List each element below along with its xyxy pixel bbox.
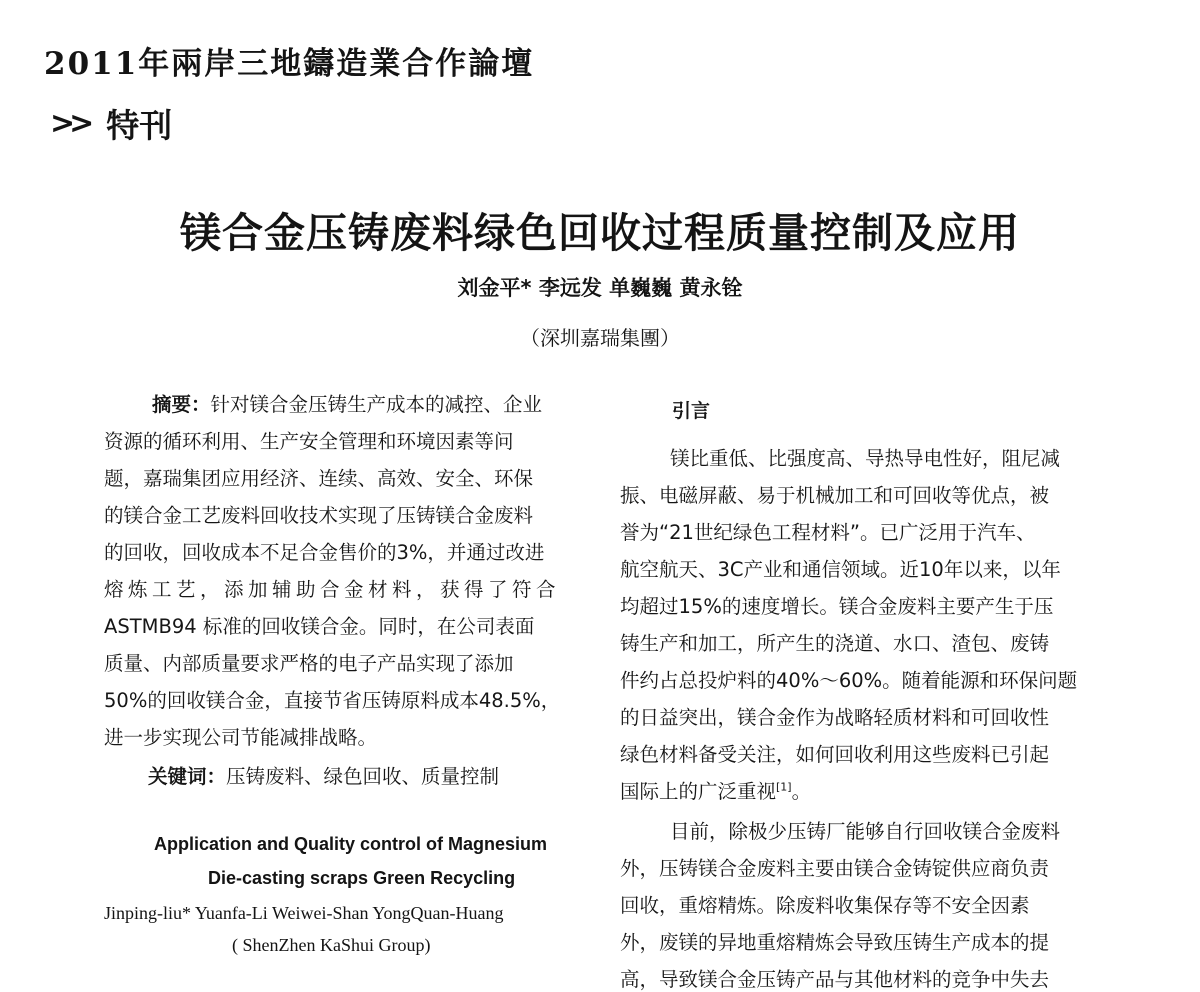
intro-line: 航空航天、3C产业和通信领域。近10年以来，以年 xyxy=(620,558,1061,581)
abstract-line: 题，嘉瑞集团应用经济、连续、高效、安全、环保 xyxy=(104,467,534,490)
keywords xyxy=(148,761,499,789)
intro-line: 铸生产和加工，所产生的浇道、水口、渣包、废铸 xyxy=(620,632,1050,655)
section-title: 特刊 xyxy=(106,106,173,145)
keywords-label: 关键词： xyxy=(148,765,227,788)
intro-line: 绿色材料备受关注，如何回收利用这些废料已引起 xyxy=(620,743,1050,766)
intro-line: 回收，重熔精炼。除废料收集保存等不安全因素 xyxy=(620,894,1030,917)
intro-line: 的日益突出，镁合金作为战略轻质材料和可回收性 xyxy=(620,706,1050,729)
abstract-line: 质量、内部质量要求严格的电子产品实现了添加 xyxy=(104,652,514,675)
abstract-line: 进一步实现公司节能减排战略。 xyxy=(104,726,378,749)
intro-line: 誉为“21世纪绿色工程材料”。已广泛用于汽车、 xyxy=(620,521,1036,544)
english-affiliation: ( ShenZhen KaShui Group) xyxy=(232,935,431,955)
intro-line: 均超过15%的速度增长。镁合金废料主要产生于压 xyxy=(620,595,1054,618)
section-heading-intro: 引言 xyxy=(672,400,711,422)
intro-line: 外，废镁的异地重熔精炼会导致压铸生产成本的提 xyxy=(620,931,1050,954)
abstract-first-line xyxy=(152,389,542,417)
section-label xyxy=(50,100,172,147)
article-title: 镁合金压铸废料绿色回收过程质量控制及应用 xyxy=(180,209,1020,257)
abstract-line: 50%的回收镁合金，直接节省压铸原料成本48.5%， xyxy=(104,689,561,712)
abstract-line: 的镁合金工艺废料回收技术实现了压铸镁合金废料 xyxy=(104,504,534,527)
intro-line-last xyxy=(620,776,811,804)
abstract-line: 资源的循环利用、生产安全管理和环境因素等问 xyxy=(104,430,514,453)
english-authors: Jinping-liu* Yuanfa-Li Weiwei-Shan YongQuan-Huang xyxy=(104,903,504,923)
intro-line: 振、电磁屏蔽、易于机械加工和可回收等优点，被 xyxy=(620,484,1050,507)
article-authors: 刘金平* 李远发 单巍巍 黄永铨 xyxy=(457,276,743,300)
keywords-text: 压铸废料、绿色回收、质量控制 xyxy=(226,765,500,788)
english-title-line-1: Application and Quality control of Magnesium xyxy=(154,834,548,854)
intro-line: 件约占总投炉料的40%～60%。随着能源和环保问题 xyxy=(620,669,1078,692)
citation-ref: [1] xyxy=(776,780,792,794)
intro-last-end: 。 xyxy=(791,780,812,803)
abstract-line-1: 针对镁合金压铸生产成本的减控、企业 xyxy=(210,393,543,416)
english-title-line-2: Die-casting scraps Green Recycling xyxy=(208,868,516,888)
intro-line: 目前，除极少压铸厂能够自行回收镁合金废料 xyxy=(670,820,1061,843)
intro-line: 镁比重低、比强度高、导热导电性好，阻尼减 xyxy=(670,447,1061,470)
article-affiliation: （深圳嘉瑞集團） xyxy=(520,326,680,350)
abstract-line: ASTMB94 标准的回收镁合金。同时，在公司表面 xyxy=(104,615,535,638)
intro-last-text: 国际上的广泛重视 xyxy=(620,780,777,803)
abstract-line: 熔炼工艺，添加辅助合金材料，获得了符合 xyxy=(104,578,561,601)
double-chevron-icon: >> xyxy=(50,106,89,141)
intro-line: 高，导致镁合金压铸产品与其他材料的竞争中失去 xyxy=(620,968,1050,991)
abstract-label: 摘要： xyxy=(152,393,211,416)
journal-header: 2011年兩岸三地鑄造業合作論壇 xyxy=(44,46,535,82)
abstract-line: 的回收，回收成本不足合金售价的3%，并通过改进 xyxy=(104,541,545,564)
intro-line: 外，压铸镁合金废料主要由镁合金铸锭供应商负责 xyxy=(620,857,1050,880)
